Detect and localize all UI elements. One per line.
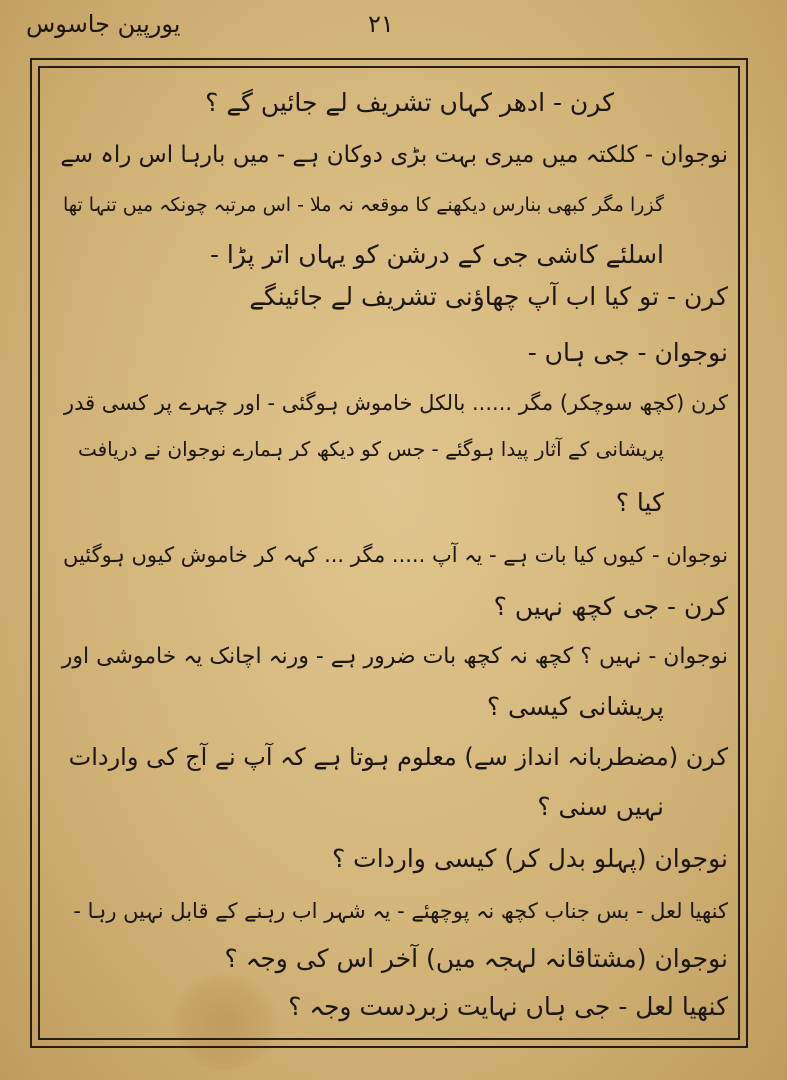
text-line: نوجوان (مشتاقانہ لہجہ میں) آخر اس کی وجہ ؟ bbox=[224, 944, 728, 973]
text-line: نوجوان - کلکتہ میں میری بہت بڑی دوکان ہے - میں بارہا اس راہ سے bbox=[60, 142, 728, 168]
text-line: کرن (کچھ سوچکر) مگر ...... بالکل خاموش ہوگئی - اور چہرے پر کسی قدر bbox=[63, 391, 728, 415]
text-line: کرن - تو کیا اب آپ چھاؤنی تشریف لے جائینگے bbox=[249, 282, 728, 311]
text-line: نوجوان - جی ہاں - bbox=[527, 338, 728, 367]
page-body bbox=[44, 70, 734, 1034]
text-line: کنھیا لعل - بس جناب کچھ نہ پوچھئے - یہ شہر اب رہنے کے قابل نہیں رہا - bbox=[73, 899, 728, 923]
text-line: نوجوان (پہلو بدل کر) کیسی واردات ؟ bbox=[331, 844, 728, 873]
text-line: کیا ؟ bbox=[615, 488, 664, 517]
text-line: پریشانی کیسی ؟ bbox=[486, 692, 664, 721]
text-line: نوجوان - کیوں کیا بات ہے - یہ آپ ..... مگر ... کہہ کر خاموش کیوں ہوگئیں bbox=[62, 543, 728, 567]
text-line: پریشانی کے آثار پیدا ہوگئے - جس کو دیکھ کر ہمارے نوجوان نے دریافت bbox=[77, 437, 664, 461]
text-line: اسلئے کاشی جی کے درشن کو یہاں اتر پڑا - bbox=[209, 240, 664, 269]
text-line: کنھیا لعل - جی ہاں نہایت زبردست وجہ ؟ bbox=[288, 992, 728, 1021]
text-line: گزرا مگر کبھی بنارس دیکھنے کا موقعہ نہ ملا - اس مرتبہ چونکہ میں تنہا تھا bbox=[62, 194, 664, 216]
page-number: ۲۱ bbox=[368, 10, 394, 38]
page-header bbox=[0, 6, 787, 46]
text-line: کرن - جی کچھ نہیں ؟ bbox=[493, 592, 728, 621]
text-line: کرن (مضطربانہ انداز سے) معلوم ہوتا ہے کہ آپ نے آج کی واردات bbox=[68, 743, 728, 771]
running-title: یورپین جاسوس bbox=[26, 10, 181, 38]
text-line: نہیں سنی ؟ bbox=[537, 792, 664, 821]
text-line: نوجوان - نہیں ؟ کچھ نہ کچھ بات ضرور ہے - ورنہ اچانک یہ خاموشی اور bbox=[61, 644, 728, 669]
text-line: کرن - ادھر کہاں تشریف لے جائیں گے ؟ bbox=[205, 88, 614, 117]
